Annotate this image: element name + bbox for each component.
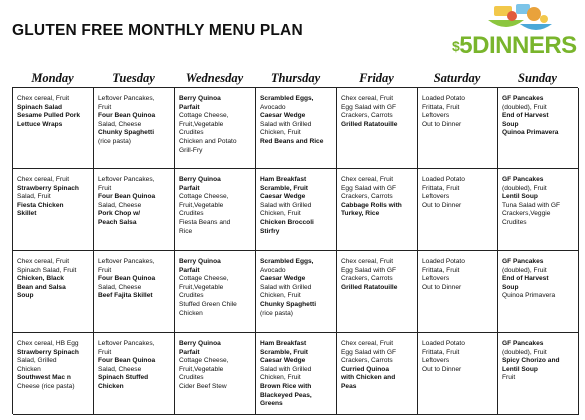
menu-line: Fiesta Chicken (17, 201, 64, 209)
menu-line: Out to Dinner (422, 283, 462, 291)
menu-line: Fruit (98, 266, 112, 274)
menu-line: Leftovers (422, 112, 450, 120)
menu-line: Brown Rice with (260, 382, 312, 390)
menu-line: Sesame Pulled Pork (17, 112, 81, 120)
menu-line: Avocado (260, 103, 286, 111)
menu-line: Salad with Grilled (260, 120, 312, 128)
menu-line: Beef Fajita Skillet (98, 292, 153, 300)
menu-line: Skillet (17, 210, 37, 218)
menu-line: Caesar Wedge (260, 275, 306, 283)
menu-line: Chex cereal, Fruit (341, 176, 394, 183)
menu-cell-week2-wednesday (175, 169, 256, 251)
menu-line: GF Pancakes (502, 176, 544, 183)
menu-cell-week4-saturday (418, 333, 498, 415)
menu-line: Salad with Grilled (260, 283, 312, 291)
menu-line: Southwest Mac n (17, 374, 71, 382)
menu-line: Fruit (98, 348, 112, 356)
menu-line: Salad with Grilled (260, 201, 312, 209)
menu-line: Greens (260, 400, 283, 408)
menu-line: Tuna Salad with GF (502, 201, 561, 209)
menu-cell-week3-tuesday (94, 251, 175, 333)
menu-line: Egg Salad with GF (341, 266, 396, 274)
menu-line: Fruit (98, 103, 112, 111)
menu-line: Cottage Cheese, (179, 112, 229, 120)
menu-line: Grilled Ratatouille (341, 120, 398, 128)
menu-line: Chunky Spaghetti (260, 300, 317, 308)
menu-line: Bean and Salsa (17, 283, 66, 291)
menu-line: Crackers,Veggie (502, 210, 551, 218)
menu-line: Salad, Cheese (98, 201, 142, 209)
menu-cell-week1-tuesday (94, 88, 175, 169)
menu-line: Lentil Soup (502, 365, 538, 373)
menu-line: Berry Quinoa (179, 340, 221, 347)
menu-line: Chex cereal, Fruit (341, 258, 394, 265)
menu-line: GF Pancakes (502, 95, 544, 102)
menu-line: Berry Quinoa (179, 258, 221, 265)
menu-line: Ham Breakfast (260, 340, 307, 347)
menu-line: Soup (17, 292, 34, 300)
menu-line: Chicken, Fruit (260, 129, 301, 137)
menu-line: Stirfry (260, 227, 280, 235)
menu-line: Berry Quinoa (179, 95, 221, 102)
menu-line: Crackers, Carrots (341, 275, 393, 283)
menu-line: Chicken and Potato (179, 137, 237, 145)
menu-line: Fruit,Vegetable (179, 120, 224, 128)
menu-cell-week3-monday (13, 251, 94, 333)
menu-line: Soup (502, 283, 519, 291)
menu-line: Fruit (98, 184, 112, 192)
menu-line: Lentil Soup (502, 193, 538, 201)
menu-line: Chicken, Fruit (260, 292, 301, 300)
menu-line: Crackers, Carrots (341, 357, 393, 365)
menu-line: Salad, Grilled (17, 357, 57, 365)
menu-line: Chex cereal, Fruit (341, 95, 394, 102)
day-header-friday: Friday (359, 71, 394, 85)
menu-cell-week2-sunday (498, 169, 579, 251)
menu-line: Chunky Spaghetti (98, 129, 155, 137)
menu-line: Crudites (179, 374, 204, 382)
menu-line: Ham Breakfast (260, 176, 307, 183)
menu-line: Crudites (179, 292, 204, 300)
menu-line: Cottage Cheese, (179, 275, 229, 283)
menu-line: Caesar Wedge (260, 112, 306, 120)
weekday-header-row (12, 70, 578, 86)
menu-cell-week3-thursday (256, 251, 337, 333)
logo-wordmark: $5DINNERS (452, 32, 577, 59)
menu-line: Chex cereal, Fruit (17, 95, 70, 102)
menu-line: Strawberry Spinach (17, 348, 79, 356)
day-header-wednesday: Wednesday (185, 71, 244, 85)
menu-line: Salad with Grilled (260, 365, 312, 373)
menu-line: Salad, Cheese (98, 120, 142, 128)
menu-line: Scramble, Fruit (260, 184, 309, 192)
menu-line: Crackers, Carrots (341, 193, 393, 201)
menu-cell-week3-sunday (498, 251, 579, 333)
menu-line: Strawberry Spinach (17, 184, 79, 192)
menu-line: Avocado (260, 266, 286, 274)
menu-line: Crackers, Carrots (341, 112, 393, 120)
menu-line: Leftovers (422, 193, 450, 201)
menu-line: Grill-Fry (179, 146, 203, 154)
menu-line: Frittata, Fruit (422, 348, 460, 356)
menu-line: Chicken (17, 365, 41, 373)
menu-line: Scrambled Eggs, (260, 95, 314, 102)
menu-cell-week3-friday (337, 251, 418, 333)
menu-line: Cabbage Rolls with (341, 201, 402, 209)
menu-line: Cottage Cheese, (179, 193, 229, 201)
menu-line: Out to Dinner (422, 120, 462, 128)
menu-cell-week4-friday (337, 333, 418, 415)
day-header-thursday: Thursday (270, 71, 321, 85)
menu-line: Cottage Cheese, (179, 357, 229, 365)
menu-line: Frittata, Fruit (422, 266, 460, 274)
menu-line: Quinoa Primavera (502, 129, 559, 137)
menu-line: (doubled), Fruit (502, 266, 547, 274)
menu-line: Chicken (179, 309, 203, 317)
menu-line: Loaded Potato (422, 95, 465, 102)
menu-cell-week2-monday (13, 169, 94, 251)
menu-cell-week2-thursday (256, 169, 337, 251)
menu-line: Chex cereal, Fruit (17, 176, 70, 183)
menu-line: Quinoa Primavera (502, 292, 556, 300)
menu-line: Leftovers (422, 275, 450, 283)
menu-line: Loaded Potato (422, 258, 465, 265)
menu-cell-week2-saturday (418, 169, 498, 251)
menu-line: Cheese (rice pasta) (17, 382, 75, 390)
menu-line: (rice pasta) (98, 137, 131, 145)
menu-line: Stuffed Green Chile (179, 300, 237, 308)
menu-cell-week1-friday (337, 88, 418, 169)
menu-line: Curried Quinoa (341, 365, 389, 373)
menu-line: End of Harvest (502, 112, 549, 120)
menu-line: Frittata, Fruit (422, 103, 460, 111)
menu-line: Leftover Pancakes, (98, 258, 155, 265)
menu-line: Soup (502, 120, 519, 128)
menu-cell-week3-saturday (418, 251, 498, 333)
menu-line: Turkey, Rice (341, 210, 380, 218)
menu-line: Chex cereal, Fruit (341, 340, 394, 347)
menu-cell-week1-sunday (498, 88, 579, 169)
menu-line: Leftover Pancakes, (98, 340, 155, 347)
menu-line: Caesar Wedge (260, 357, 306, 365)
menu-line: Spinach Stuffed (98, 374, 149, 382)
menu-line: Leftovers (422, 357, 450, 365)
day-header-tuesday: Tuesday (112, 71, 155, 85)
menu-line: Chex cereal, HB Egg (17, 340, 79, 347)
menu-line: Grilled Ratatouille (341, 283, 398, 291)
menu-line: Chicken (98, 382, 124, 390)
menu-line: Parfait (179, 348, 200, 356)
menu-line: Four Bean Quinoa (98, 193, 156, 201)
menu-line: Crudites (502, 218, 527, 226)
menu-line: Parfait (179, 103, 200, 111)
menu-line: with Chicken and (341, 374, 396, 382)
menu-line: Fruit (502, 374, 516, 382)
menu-line: Scramble, Fruit (260, 348, 309, 356)
menu-line: Salad, Fruit (17, 193, 51, 201)
menu-line: Egg Salad with GF (341, 103, 396, 111)
menu-line: Leftover Pancakes, (98, 176, 155, 183)
menu-cell-week3-wednesday (175, 251, 256, 333)
menu-line: Frittata, Fruit (422, 184, 460, 192)
menu-line: (rice pasta) (260, 309, 293, 317)
menu-line: GF Pancakes (502, 340, 544, 347)
menu-line: Spicy Chorizo and (502, 357, 560, 365)
menu-line: End of Harvest (502, 275, 549, 283)
five-dinners-logo (450, 4, 578, 66)
menu-line: Four Bean Quinoa (98, 357, 156, 365)
menu-line: (doubled), Fruit (502, 348, 547, 356)
menu-line: Chicken, Fruit (260, 210, 301, 218)
menu-line: Caesar Wedge (260, 193, 306, 201)
menu-line: (doubled), Fruit (502, 103, 547, 111)
menu-line: Fruit,Vegetable (179, 201, 224, 209)
menu-cell-week4-sunday (498, 333, 579, 415)
menu-line: Loaded Potato (422, 340, 465, 347)
menu-cell-week1-monday (13, 88, 94, 169)
menu-line: Pork Chop w/ (98, 210, 141, 218)
menu-line: Egg Salad with GF (341, 184, 396, 192)
menu-line: Parfait (179, 184, 200, 192)
menu-line: Fiesta Beans and (179, 218, 231, 226)
menu-line: Egg Salad with GF (341, 348, 396, 356)
menu-line: GF Pancakes (502, 258, 544, 265)
menu-line: Salad, Cheese (98, 365, 142, 373)
menu-line: Four Bean Quinoa (98, 275, 156, 283)
menu-line: Out to Dinner (422, 365, 462, 373)
menu-line: (doubled), Fruit (502, 184, 547, 192)
menu-line: Spinach Salad, Fruit (17, 266, 77, 274)
menu-line: Red Beans and Rice (260, 137, 324, 145)
menu-cell-week1-wednesday (175, 88, 256, 169)
menu-cell-week4-thursday (256, 333, 337, 415)
menu-line: Fruit,Vegetable (179, 365, 224, 373)
menu-cell-week4-wednesday (175, 333, 256, 415)
menu-grid (12, 87, 578, 414)
menu-line: Leftover Pancakes, (98, 95, 155, 102)
menu-line: Out to Dinner (422, 201, 462, 209)
menu-line: Rice (179, 227, 193, 235)
menu-line: Berry Quinoa (179, 176, 221, 183)
menu-line: Crudites (179, 210, 204, 218)
menu-line: Blackeyed Peas, (260, 391, 312, 399)
menu-line: Cider Beef Stew (179, 382, 227, 390)
menu-line: Chicken, Black (17, 275, 64, 283)
menu-line: Salad, Cheese (98, 283, 142, 291)
day-header-monday: Monday (31, 71, 74, 85)
day-header-sunday: Sunday (518, 71, 557, 85)
menu-line: Peas (341, 382, 357, 390)
menu-cell-week2-tuesday (94, 169, 175, 251)
menu-cell-week1-saturday (418, 88, 498, 169)
day-header-saturday: Saturday (433, 71, 481, 85)
menu-cell-week1-thursday (256, 88, 337, 169)
menu-line: Lettuce Wraps (17, 120, 63, 128)
menu-line: Loaded Potato (422, 176, 465, 183)
menu-line: Scrambled Eggs, (260, 258, 314, 265)
menu-line: Crudites (179, 129, 204, 137)
menu-cell-week4-monday (13, 333, 94, 415)
page-title: GLUTEN FREE MONTHLY MENU PLAN (12, 22, 303, 39)
menu-line: Chicken Broccoli (260, 218, 314, 226)
menu-cell-week4-tuesday (94, 333, 175, 415)
menu-line: Peach Salsa (98, 218, 137, 226)
menu-line: Parfait (179, 266, 200, 274)
menu-line: Spinach Salad (17, 103, 63, 111)
menu-line: Fruit,Vegetable (179, 283, 224, 291)
menu-line: Chex cereal, Fruit (17, 258, 70, 265)
menu-line: Four Bean Quinoa (98, 112, 156, 120)
menu-cell-week2-friday (337, 169, 418, 251)
menu-line: Chicken, Fruit (260, 374, 301, 382)
